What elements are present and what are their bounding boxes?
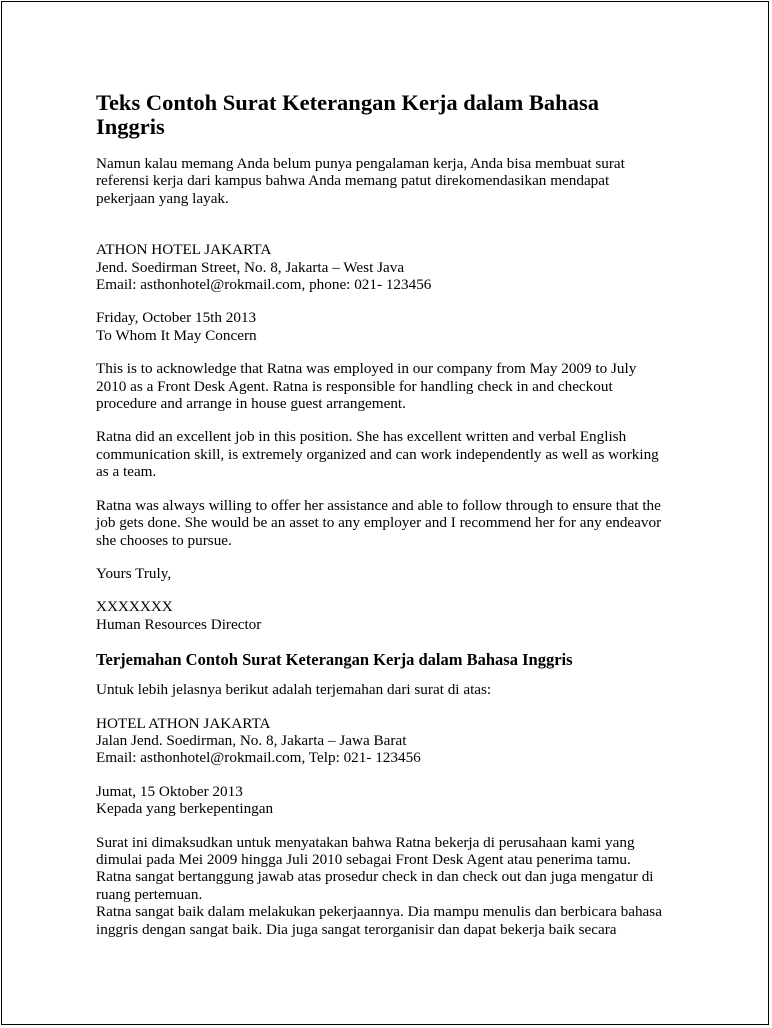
letter-en-paragraph-3: Ratna was always willing to offer her assistance and able to follow through to ensure that the job gets done. She would be an asset to any employer and I recommend her for any endeavor she chooses to pursue. <box>96 496 662 549</box>
letter-en-paragraph-1: This is to acknowledge that Ratna was employed in our company from May 2009 to July 2010 as a Front Desk Agent. Ratna is responsible for handling check in and checkout procedure and arrange in house guest arrangement. <box>96 360 637 413</box>
intro-paragraph: Namun kalau memang Anda belum punya pengalaman kerja, Anda bisa membuat surat referensi kerja dari kampus bahwa Anda memang patut direkomendasikan mendapat pekerjaan yang layak. <box>96 155 625 207</box>
letter-id-company: HOTEL ATHON JAKARTA <box>96 714 271 732</box>
letter-en-paragraph-2: Ratna did an excellent job in this position. She has excellent written and verbal English communication skill, is extremely organized and can work independently as well as working as a team. <box>96 428 659 481</box>
page-title: Teks Contoh Surat Keterangan Kerja dalam Bahasa Inggris <box>96 90 599 139</box>
letter-en-address: Jend. Soedirman Street, No. 8, Jakarta – West Java <box>96 258 405 276</box>
section-subtitle: Terjemahan Contoh Surat Keterangan Kerja dalam Bahasa Inggris <box>96 650 573 670</box>
letter-en-signer: XXXXXXX <box>96 598 173 616</box>
letter-id-address: Jalan Jend. Soedirman, No. 8, Jakarta – Jawa Barat <box>96 731 407 749</box>
letter-id-salutation: Kepada yang berkepentingan <box>96 800 274 818</box>
subtitle-intro: Untuk lebih jelasnya berikut adalah terjemahan dari surat di atas: <box>96 681 492 699</box>
letter-en-date: Friday, October 15th 2013 <box>96 309 257 327</box>
document-page <box>1 1 769 1025</box>
letter-en-contact: Email: asthonhotel@rokmail.com, phone: 021- 123456 <box>96 276 432 294</box>
letter-id-paragraph-2: Ratna sangat baik dalam melakukan pekerjaannya. Dia mampu menulis dan berbicara bahasa inggris dengan sangat baik. Dia juga sangat terorganisir dan dapat bekerja baik secara <box>96 903 662 938</box>
letter-id-date: Jumat, 15 Oktober 2013 <box>96 782 243 800</box>
letter-en-company: ATHON HOTEL JAKARTA <box>96 241 272 259</box>
document-body <box>96 91 696 938</box>
letter-en-salutation: To Whom It May Concern <box>96 326 257 344</box>
letter-en-closing: Yours Truly, <box>96 564 172 582</box>
letter-en-signer-title: Human Resources Director <box>96 615 262 633</box>
letter-id-contact: Email: asthonhotel@rokmail.com, Telp: 021- 123456 <box>96 749 421 767</box>
letter-id-paragraph-1: Surat ini dimaksudkan untuk menyatakan bahwa Ratna bekerja di perusahaan kami yang dimulai pada Mei 2009 hingga Juli 2010 sebagai Front Desk Agent atau penerima tamu. Ratna sangat bertanggung jawab atas prosedur check in dan check out dan juga mengatur di ruang pertemuan. <box>96 833 654 903</box>
